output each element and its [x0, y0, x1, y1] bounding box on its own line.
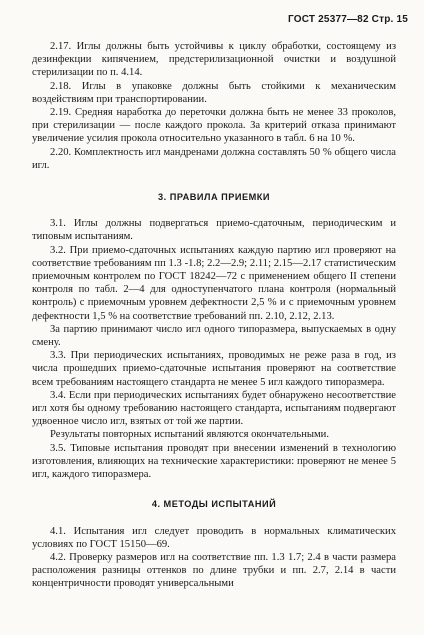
- paragraph-2-20: 2.20. Комплектность игл мандренами должна составлять 50 % общего числа игл.: [32, 146, 396, 171]
- paragraph-3-5: 3.5. Типовые испытания проводят при внесении изменений в технологию изготовления, влияющих на технические характеристики: проверяют не менее 5 игл, каждого типоразмера.: [32, 442, 396, 481]
- paragraph-3-4: 3.4. Если при периодических испытаниях будет обнаружено несоответствие игл хотя бы одному требованию настоящего стандарта, испытаниям подвергают удвоенное число игл, взятых от той же партии.: [32, 389, 396, 428]
- paragraph-3-2: 3.2. При приемо-сдаточных испытаниях каждую партию игл проверяют на соответствие требованиям пп 1.3 -1.8; 2.2—2.9; 2.11; 2.15—2.17 статистическим приемочным контролем по ГОСТ 18242—72 с применением общего II степени контроля по табл. 2—4 для одноступенчатого плана контроля (нормальный контроль) с приемочным уровнем дефектности 2,5 % и с приемочным уровнем дефектности 1,5 % на соответствие требований пп. 2.10, 2.12, 2.13.: [32, 244, 396, 322]
- section-4-heading: 4. МЕТОДЫ ИСПЫТАНИЙ: [151, 499, 277, 510]
- paragraph-2-18: 2.18. Иглы в упаковке должны быть стойкими к механическим воздействиям при транспортировании.: [32, 80, 396, 105]
- paragraph-2-19: 2.19. Средняя наработка до переточки должна быть не менее 33 проколов, при стерилизации — после каждого прокола. За критерий отказа принимают увеличение усилия прокола относительно указанного в табл. 6 на 10 %.: [32, 107, 396, 145]
- paragraph-3-1: 3.1. Иглы должны подвергаться приемо-сдаточным, периодическим и типовым испытаниям.: [32, 218, 396, 243]
- paragraph-3-3: 3.3. При периодических испытаниях, проводимых не реже раза в год, из числа прошедших приемо-сдаточные испытания проверяют на соответствие всем требованиям настоящего стандарта не менее 5 игл каждого типоразмера.: [32, 350, 396, 388]
- paragraph-lot-definition: За партию принимают число игл одного типоразмера, выпускаемых в одну смену.: [32, 323, 396, 349]
- page-content: [32, 40, 396, 591]
- paragraph-4-2: 4.2. Проверку размеров игл на соответствие пп. 1.3 1.7; 2.4 в части размера расположения разницы оттенков по длине трубки и пп. 2.7, 2.14 в части концентричности проводят универсальными: [32, 551, 396, 590]
- section-3-heading: 3. ПРАВИЛА ПРИЕМКИ: [158, 192, 270, 203]
- paragraph-4-1: 4.1. Испытания игл следует проводить в нормальных климатических условиях по ГОСТ 15150—69.: [32, 525, 396, 550]
- paragraph-repeat-results: Результаты повторных испытаний являются окончательными.: [50, 429, 330, 441]
- page-header: ГОСТ 25377—82 Стр. 15: [288, 14, 408, 25]
- paragraph-2-17: 2.17. Иглы должны быть устойчивы к циклу обработки, состоящему из дезинфекции кипячением, предстерилизационной очистки и воздушной стерилизации по п. 4.14.: [32, 41, 396, 79]
